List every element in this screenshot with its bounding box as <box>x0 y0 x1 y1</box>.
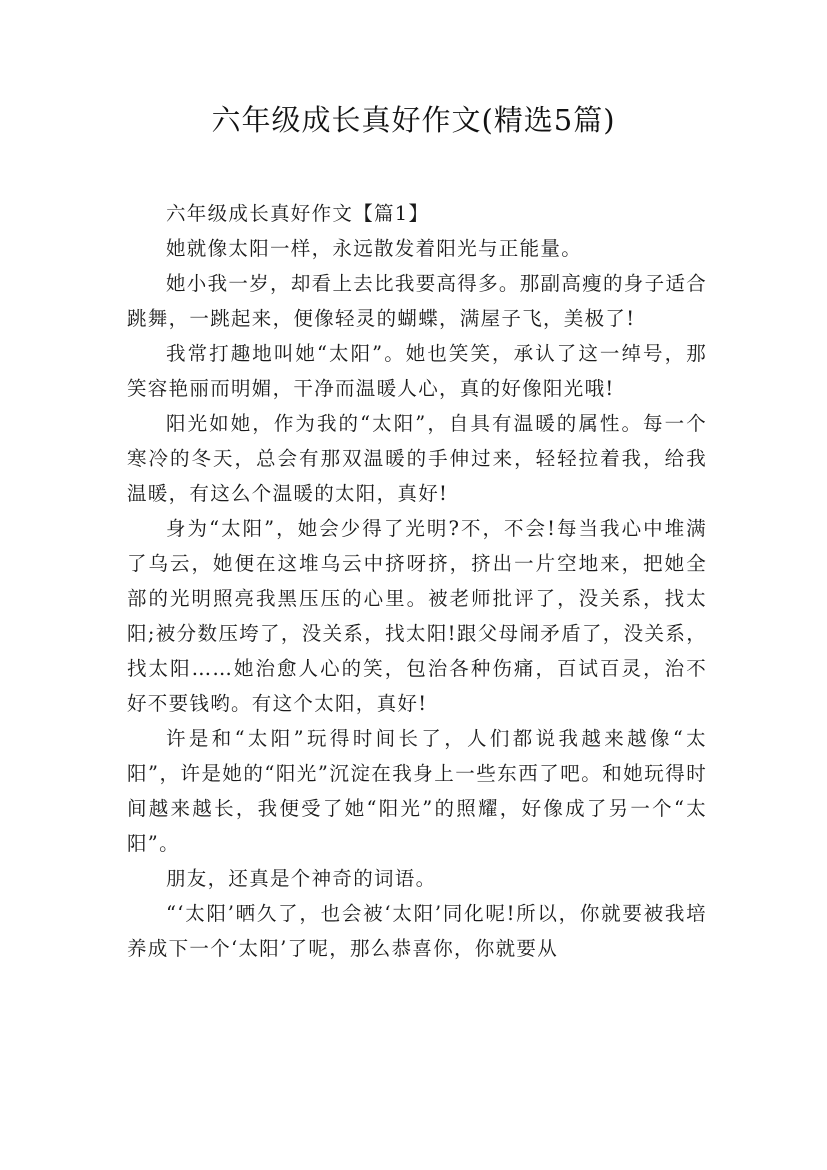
paragraph: 许是和“太阳”玩得时间长了，人们都说我越来越像“太阳”，许是她的“阳光”沉淀在我身上一些东西了吧。和她玩得时间越来越长，我便受了她“阳光”的照耀，好像成了另一个“太阳”。 <box>127 727 707 855</box>
paragraph: 我常打趣地叫她“太阳”。她也笑笑，承认了这一绰号，那笑容艳丽而明媚，干净而温暖人心，真的好像阳光哦! <box>127 342 707 400</box>
paragraph: 她就像太阳一样，永远散发着阳光与正能量。 <box>166 237 583 260</box>
paragraph: 阳光如她，作为我的“太阳”，自具有温暖的属性。每一个寒冷的冬天，总会有那双温暖的手伸过来，轻轻拉着我，给我温暖，有这么个温暖的太阳，真好! <box>127 412 707 505</box>
paragraph: 朋友，还真是个神奇的词语。 <box>166 867 437 890</box>
document-body <box>127 196 707 966</box>
document-title: 六年级成长真好作文(精选5篇) <box>211 103 616 137</box>
paragraph: 身为“太阳”，她会少得了光明?不，不会!每当我心中堆满了乌云，她便在这堆乌云中挤呀挤，挤出一片空地来，把她全部的光明照亮我黑压压的心里。被老师批评了，没关系，找太阳;被分数压垮了，没关系，找太阳!跟父母闹矛盾了，没关系，找太阳……她治愈人心的笑，包治各种伤痛，百试百灵，治不好不要钱哟。有这个太阳，真好! <box>127 517 707 715</box>
paragraph: 她小我一岁，却看上去比我要高得多。那副高瘦的身子适合跳舞，一跳起来，便像轻灵的蝴蝶，满屋子飞，美极了! <box>127 272 707 330</box>
section-heading: 六年级成长真好作文【篇1】 <box>166 202 430 225</box>
paragraph: “‘太阳’晒久了，也会被‘太阳’同化呢!所以，你就要被我培养成下一个‘太阳’了呢，那么恭喜你，你就要从 <box>127 902 707 960</box>
